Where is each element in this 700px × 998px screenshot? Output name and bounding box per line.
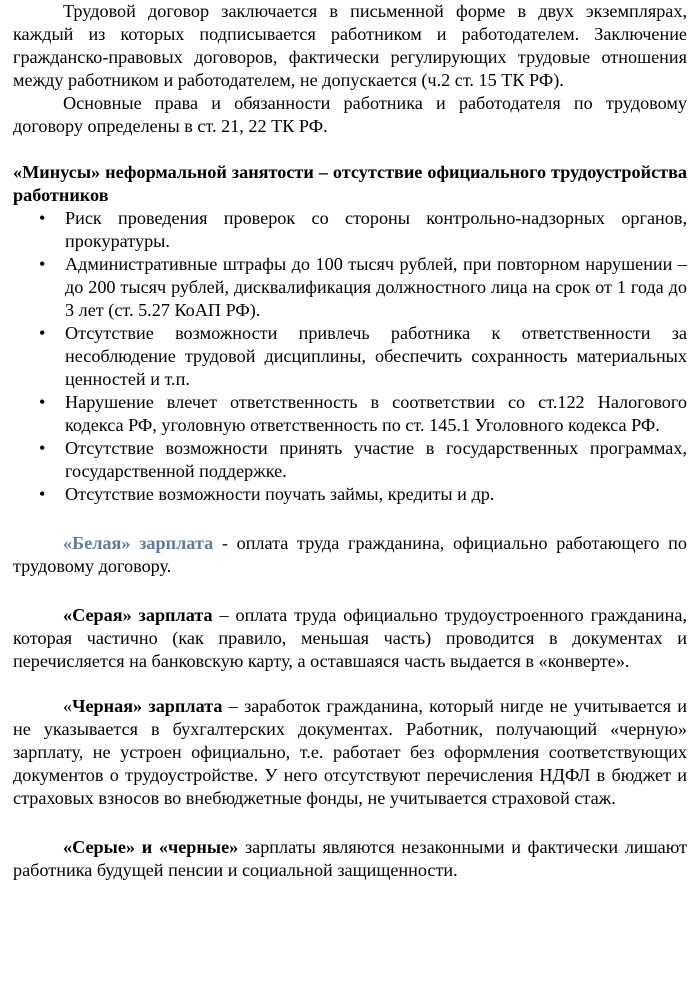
white-salary-paragraph [13, 532, 687, 578]
black-salary-term-prefix: « [63, 696, 73, 716]
list-item: • Риск проведения проверок со стороны контрольно-надзорных органов, прокуратуры. [65, 207, 687, 253]
white-salary-definition: - оплата труда гражданина, официально работающего по трудовому договору. [13, 533, 687, 576]
list-item: • Отсутствие возможности поучать займы, кредиты и др. [65, 483, 687, 506]
grey-salary-definition: – оплата труда официально трудоустроенного гражданина, которая частично (как правило, меньшая часть) проводится в документах и перечисляется на банковскую карту, а оставшаяся часть выдается в «конверте». [13, 605, 687, 671]
conclusion-text: зарплаты являются незаконными и фактически лишают работника будущей пенсии и социальной защищенности. [13, 837, 687, 880]
black-salary-definition: – заработок гражданина, который нигде не учитывается и не указывается в бухгалтерских документах. Работник, получающий «черную» зарплату, не устроен официально, т.е. работает без оформления соответствующих документов о трудоустройстве. У него отсутствуют перечисления НДФЛ в бюджет и страховых взносов во внебюджетные фонды, не учитывается страховой стаж. [13, 696, 687, 808]
conclusion-paragraph [13, 836, 687, 882]
grey-salary-paragraph [13, 604, 687, 673]
black-salary-paragraph [13, 695, 687, 810]
list-item: • Отсутствие возможности привлечь работника к ответственности за несоблюдение трудовой дисциплины, обеспечить сохранность материальных ценностей и т.п. [65, 322, 687, 391]
list-item: • Отсутствие возможности принять участие в государственных программах, государственной поддержке. [65, 437, 687, 483]
conclusion-term: «Серые» и «черные» [63, 837, 239, 857]
minuses-heading: «Минусы» неформальной занятости – отсутствие официального трудоустройства работников [13, 162, 687, 205]
list-item: • Нарушение влечет ответственность в соответствии со ст.122 Налогового кодекса РФ, уголовную ответственность по ст. 145.1 Уголовного кодекса РФ. [65, 391, 687, 437]
minuses-list [13, 207, 687, 506]
black-salary-term: Черная» зарплата [72, 696, 223, 716]
paragraph-rights-duties: Основные права и обязанности работника и работодателя по трудовому договору определены в ст. 21, 22 ТК РФ. [13, 93, 687, 136]
list-item: • Административные штрафы до 100 тысяч рублей, при повторном нарушении – до 200 тысяч рублей, дисквалификация должностного лица на срок от 1 года до 3 лет (ст. 5.27 КоАП РФ). [65, 253, 687, 322]
paragraph-contract-form: Трудовой договор заключается в письменной форме в двух экземплярах, каждый из которых подписывается работником и работодателем. Заключение гражданско-правовых договоров, фактически регулирующих трудовые отношения между работником и работодателем, не допускается (ч.2 ст. 15 ТК РФ). [13, 1, 687, 90]
white-salary-term: «Белая» зарплата [63, 533, 214, 553]
grey-salary-term: «Серая» зарплата [63, 605, 213, 625]
